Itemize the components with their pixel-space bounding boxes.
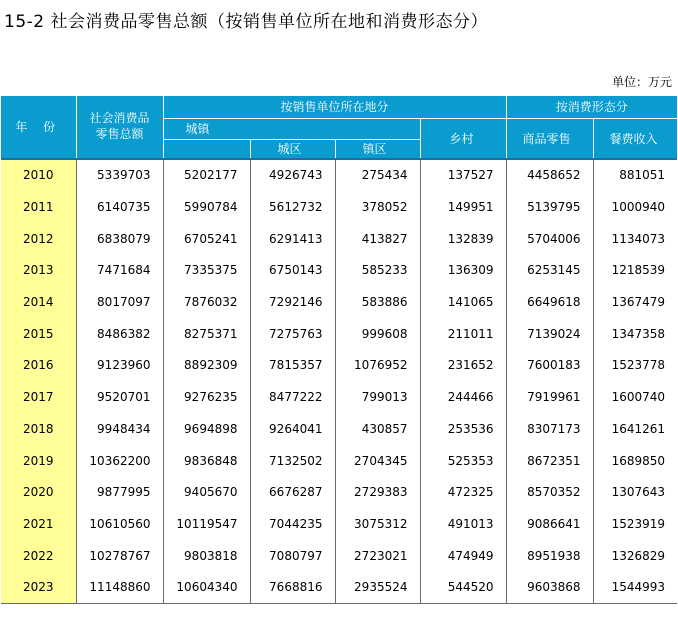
cell-catering: 1641261 — [611, 421, 666, 436]
table-row — [1, 445, 677, 477]
cell-urban: 6676287 — [250, 476, 335, 508]
cell-township: 413827 — [335, 223, 420, 255]
cell-township: 2704345 — [335, 445, 420, 477]
cell-township: 583886 — [335, 286, 420, 318]
header-catering: 餐费收入 — [593, 118, 677, 159]
table-row — [1, 255, 677, 287]
cell-year: 2019 — [1, 445, 76, 477]
header-rural: 乡村 — [420, 118, 506, 159]
header-total — [76, 96, 163, 159]
cell-total: 9123960 — [76, 350, 163, 382]
header-town: 城镇 — [163, 118, 420, 139]
table-row — [1, 540, 677, 572]
table-row — [1, 571, 677, 603]
cell-total: 8017097 — [76, 286, 163, 318]
cell-total: 6838079 — [76, 223, 163, 255]
cell-urban: 5612732 — [250, 191, 335, 223]
retail-sales-table — [1, 96, 677, 604]
cell-town: 5990784 — [163, 191, 250, 223]
cell-urban: 7292146 — [250, 286, 335, 318]
cell-year: 2015 — [1, 318, 76, 350]
cell-year: 2023 — [1, 571, 76, 603]
cell-year: 2013 — [1, 255, 76, 287]
table-row — [1, 286, 677, 318]
cell-town: 9405670 — [163, 476, 250, 508]
cell-catering: 1000940 — [611, 200, 666, 215]
cell-rural: 211011 — [420, 318, 506, 350]
cell-town: 9803818 — [163, 540, 250, 572]
cell-year: 2011 — [1, 191, 76, 223]
cell-urban: 7668816 — [250, 571, 335, 603]
cell-urban: 9264041 — [250, 413, 335, 445]
cell-township: 430857 — [335, 413, 420, 445]
cell-goods: 5139795 — [506, 191, 593, 223]
cell-total: 9877995 — [76, 476, 163, 508]
cell-catering: 1523778 — [611, 358, 666, 373]
cell-town: 7335375 — [163, 255, 250, 287]
cell-urban: 7815357 — [250, 350, 335, 382]
cell-goods: 6253145 — [506, 255, 593, 287]
cell-township: 2729383 — [335, 476, 420, 508]
cell-rural: 244466 — [420, 381, 506, 413]
cell-catering: 1367479 — [611, 295, 666, 310]
page-title: 15-2 社会消费品零售总额（按销售单位所在地和消费形态分） — [4, 12, 488, 32]
cell-rural: 544520 — [420, 571, 506, 603]
header-year: 年 份 — [1, 96, 76, 159]
cell-township: 3075312 — [335, 508, 420, 540]
cell-township: 2935524 — [335, 571, 420, 603]
cell-urban: 4926743 — [250, 159, 335, 192]
cell-goods: 7139024 — [506, 318, 593, 350]
cell-year: 2016 — [1, 350, 76, 382]
table-row — [1, 413, 677, 445]
cell-town: 9694898 — [163, 413, 250, 445]
cell-total: 8486382 — [76, 318, 163, 350]
table-row — [1, 191, 677, 223]
cell-catering: 1600740 — [611, 390, 666, 405]
cell-catering: 881051 — [593, 159, 677, 192]
cell-catering: 1134073 — [611, 231, 666, 246]
cell-town: 9836848 — [163, 445, 250, 477]
table-row — [1, 381, 677, 413]
cell-township: 1076952 — [335, 350, 420, 382]
cell-year: 2020 — [1, 476, 76, 508]
cell-total: 11148860 — [76, 571, 163, 603]
cell-rural: 136309 — [420, 255, 506, 287]
cell-total: 5339703 — [76, 159, 163, 192]
header-total-line2: 零售总额 — [95, 127, 144, 141]
cell-rural: 137527 — [420, 159, 506, 192]
table-body — [1, 159, 677, 604]
cell-rural: 149951 — [420, 191, 506, 223]
cell-total: 10362200 — [76, 445, 163, 477]
cell-total: 9948434 — [76, 413, 163, 445]
cell-township: 378052 — [335, 191, 420, 223]
cell-year: 2010 — [1, 159, 76, 192]
cell-rural: 474949 — [420, 540, 506, 572]
cell-year: 2022 — [1, 540, 76, 572]
cell-rural: 141065 — [420, 286, 506, 318]
table-header — [1, 96, 677, 159]
cell-town: 9276235 — [163, 381, 250, 413]
cell-town: 10119547 — [163, 508, 250, 540]
cell-urban: 7132502 — [250, 445, 335, 477]
cell-goods: 9603868 — [506, 571, 593, 603]
cell-catering: 1307643 — [611, 485, 666, 500]
cell-catering: 1347358 — [611, 326, 666, 341]
cell-catering: 1218539 — [611, 263, 666, 278]
cell-total: 10610560 — [76, 508, 163, 540]
cell-catering: 1689850 — [611, 453, 666, 468]
table-row — [1, 508, 677, 540]
cell-goods: 8951938 — [506, 540, 593, 572]
cell-catering: 1523919 — [611, 516, 666, 531]
cell-township: 275434 — [335, 159, 420, 192]
cell-goods: 8307173 — [506, 413, 593, 445]
cell-urban: 7275763 — [250, 318, 335, 350]
cell-town: 6705241 — [163, 223, 250, 255]
cell-goods: 8570352 — [506, 476, 593, 508]
cell-township: 999608 — [335, 318, 420, 350]
cell-township: 799013 — [335, 381, 420, 413]
cell-town: 10604340 — [163, 571, 250, 603]
cell-goods: 4458652 — [506, 159, 593, 192]
header-by-consumption: 按消费形态分 — [506, 96, 677, 118]
table-row — [1, 350, 677, 382]
cell-goods: 9086641 — [506, 508, 593, 540]
cell-goods: 5704006 — [506, 223, 593, 255]
cell-urban: 6291413 — [250, 223, 335, 255]
header-town-spacer — [163, 139, 250, 159]
cell-town: 5202177 — [163, 159, 250, 192]
cell-goods: 7919961 — [506, 381, 593, 413]
cell-total: 10278767 — [76, 540, 163, 572]
table-row — [1, 476, 677, 508]
unit-label: 单位：万元 — [611, 75, 672, 89]
table-row — [1, 159, 677, 192]
cell-total: 7471684 — [76, 255, 163, 287]
cell-year: 2018 — [1, 413, 76, 445]
cell-goods: 8672351 — [506, 445, 593, 477]
cell-catering: 1326829 — [611, 548, 666, 563]
cell-year: 2021 — [1, 508, 76, 540]
cell-rural: 253536 — [420, 413, 506, 445]
cell-urban: 7080797 — [250, 540, 335, 572]
cell-catering: 1544993 — [593, 571, 677, 603]
cell-total: 9520701 — [76, 381, 163, 413]
header-by-location: 按销售单位所在地分 — [163, 96, 506, 118]
cell-township: 585233 — [335, 255, 420, 287]
cell-rural: 525353 — [420, 445, 506, 477]
cell-year: 2012 — [1, 223, 76, 255]
cell-urban: 6750143 — [250, 255, 335, 287]
cell-urban: 8477222 — [250, 381, 335, 413]
table-row — [1, 223, 677, 255]
cell-rural: 231652 — [420, 350, 506, 382]
header-goods: 商品零售 — [506, 118, 593, 159]
cell-rural: 132839 — [420, 223, 506, 255]
cell-rural: 472325 — [420, 476, 506, 508]
cell-year: 2014 — [1, 286, 76, 318]
cell-town: 8892309 — [163, 350, 250, 382]
cell-town: 7876032 — [163, 286, 250, 318]
cell-town: 8275371 — [163, 318, 250, 350]
cell-township: 2723021 — [335, 540, 420, 572]
cell-rural: 491013 — [420, 508, 506, 540]
cell-total: 6140735 — [76, 191, 163, 223]
header-township: 镇区 — [335, 139, 420, 159]
header-total-line1: 社会消费品 — [89, 111, 150, 125]
table-row — [1, 318, 677, 350]
cell-goods: 6649618 — [506, 286, 593, 318]
cell-goods: 7600183 — [506, 350, 593, 382]
header-urban: 城区 — [250, 139, 335, 159]
cell-urban: 7044235 — [250, 508, 335, 540]
cell-year: 2017 — [1, 381, 76, 413]
